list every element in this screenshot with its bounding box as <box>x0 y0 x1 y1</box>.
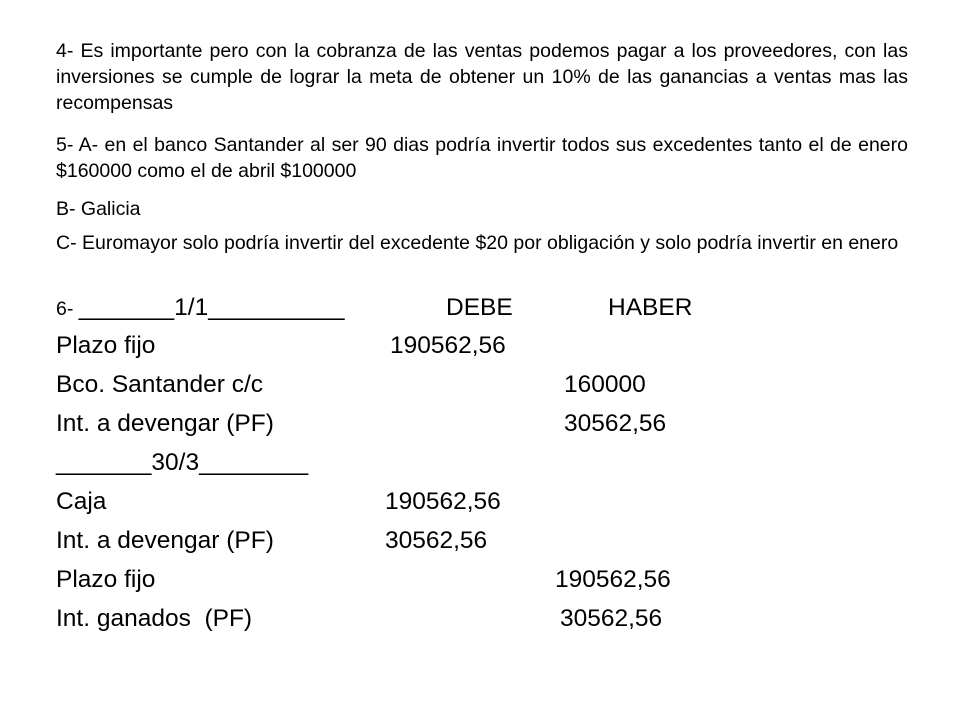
journal-date-line-2: _______30/3________ <box>56 449 309 476</box>
debe-column-header: DEBE <box>446 294 513 321</box>
journal-account: Int. a devengar (PF) <box>56 410 274 437</box>
journal-date-line-1: 6- _______1/1__________ <box>56 294 345 321</box>
journal-haber-amount: 190562,56 <box>555 566 671 593</box>
journal-account: Int. a devengar (PF) <box>56 527 274 554</box>
journal-account: Plazo fijo <box>56 566 156 593</box>
paragraph-item-4: 4- Es importante pero con la cobranza de las ventas podemos pagar a los proveedores, con las inversiones se cumple de lograr la meta de obtener un 10% de las ganancias a ventas mas las recompensas <box>56 40 908 114</box>
journal-haber-amount: 30562,56 <box>560 605 663 632</box>
journal-haber-amount: 160000 <box>564 371 646 398</box>
journal-account: Caja <box>56 488 107 515</box>
journal-haber-amount: 30562,56 <box>564 410 667 437</box>
journal-account: Bco. Santander c/c <box>56 371 264 398</box>
paragraph-item-5a: 5- A- en el banco Santander al ser 90 dias podría invertir todos sus excedentes tanto el de enero $160000 como el de abril $100000 <box>56 134 908 182</box>
journal-debe-amount: 190562,56 <box>390 332 506 359</box>
paragraph-item-5c: C- Euromayor solo podría invertir del excedente $20 por obligación y solo podría invertir en enero <box>56 232 899 254</box>
journal-debe-amount: 190562,56 <box>385 488 501 515</box>
haber-column-header: HABER <box>608 294 693 321</box>
journal-account: Int. ganados (PF) <box>56 605 253 632</box>
journal-item-number: 6- <box>56 298 79 320</box>
journal-debe-amount: 30562,56 <box>385 527 488 554</box>
journal-account: Plazo fijo <box>56 332 156 359</box>
paragraph-item-5b: B- Galicia <box>56 198 141 220</box>
